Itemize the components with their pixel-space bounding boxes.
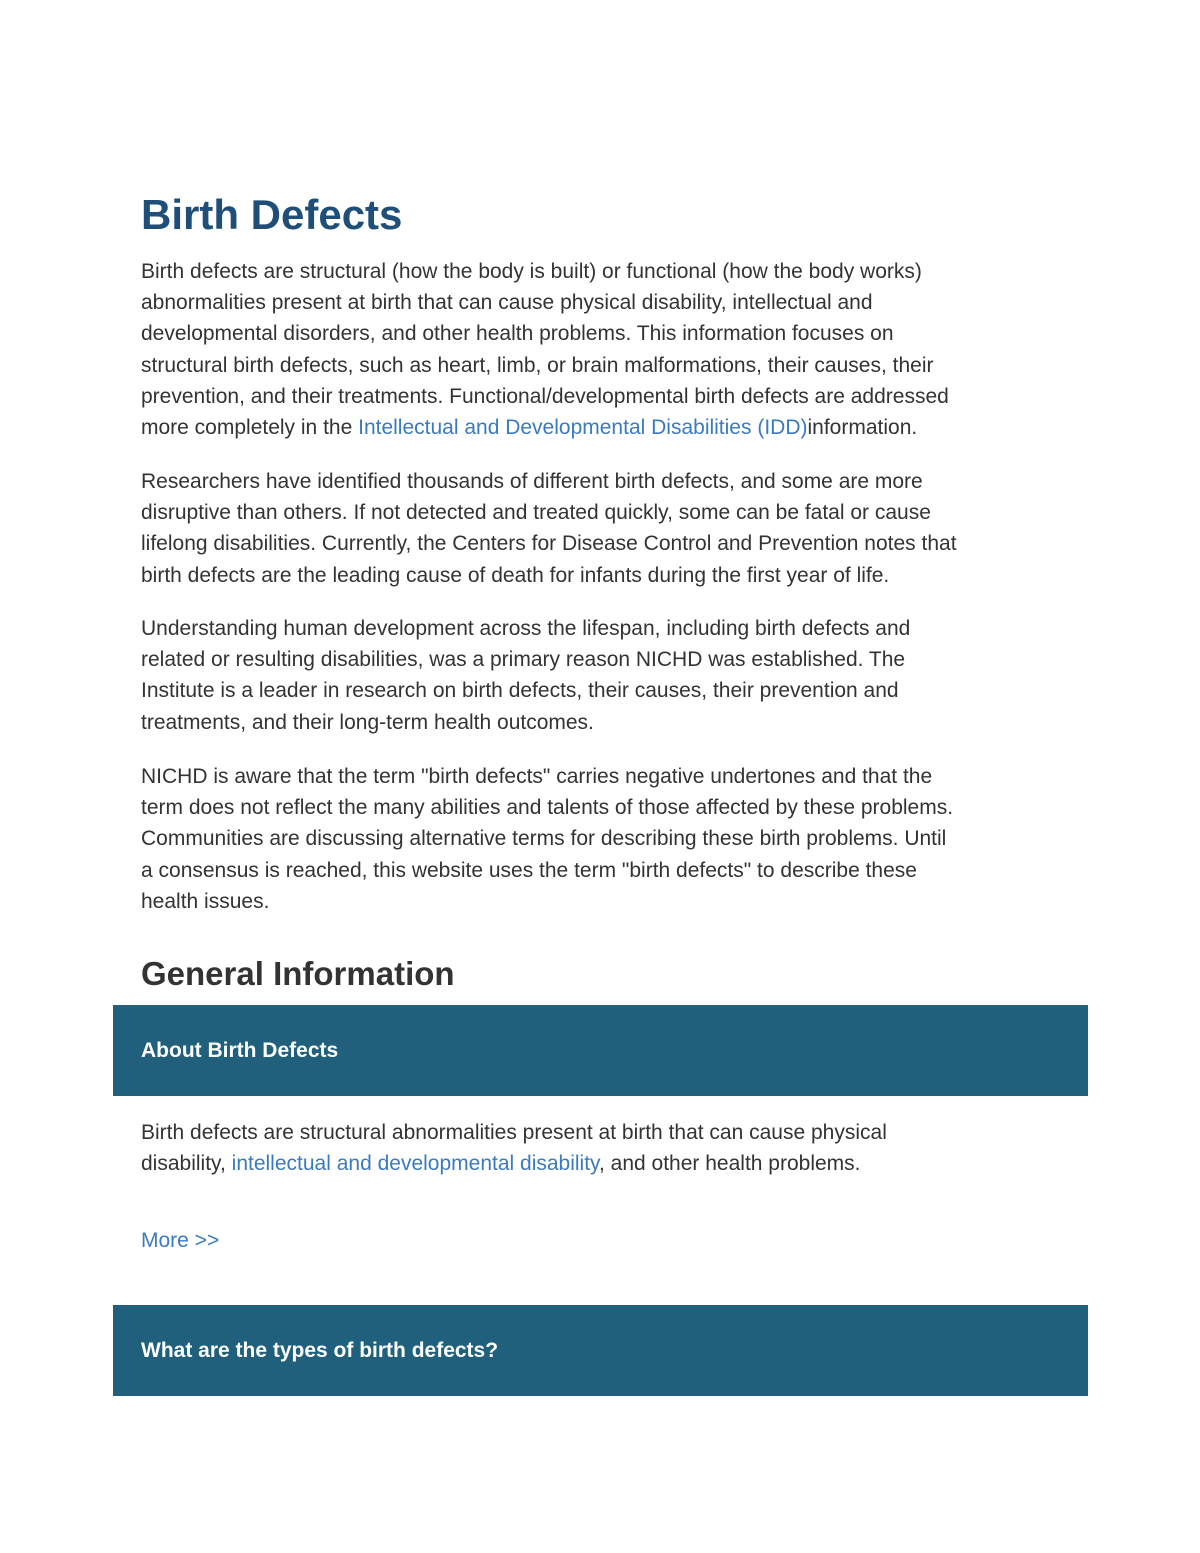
accordion-about-body — [141, 1117, 1071, 1179]
accordion-about-birth-defects[interactable] — [113, 1005, 1088, 1096]
idd-disability-link[interactable]: intellectual and developmental disability — [231, 1152, 599, 1176]
paragraph-line: structural birth defects, such as heart, limb, or brain malformations, their causes, their — [141, 353, 934, 377]
general-information-heading: General Information — [141, 955, 455, 992]
paragraph-line: health issues. — [141, 889, 270, 913]
paragraph-line: developmental disorders, and other health problems. This information focuses on — [141, 322, 894, 346]
paragraph-line: Birth defects are structural abnormalities present at birth that can cause physical — [141, 1121, 887, 1144]
paragraph-line: Understanding human development across the lifespan, including birth defects and — [141, 617, 911, 640]
paragraph-line: abnormalities present at birth that can cause physical disability, intellectual and — [141, 291, 873, 315]
paragraph-line: term does not reflect the many abilities and talents of those affected by these problems. — [141, 796, 954, 820]
paragraph-line: treatments, and their long-term health outcomes. — [141, 710, 594, 734]
paragraph-line: lifelong disabilities. Currently, the Centers for Disease Control and Prevention notes that — [141, 532, 957, 556]
intro-paragraph-2 — [141, 466, 1071, 591]
paragraph-line: related or resulting disabilities, was a primary reason NICHD was established. The — [141, 648, 906, 672]
accordion-title: About Birth Defects — [141, 1038, 339, 1062]
accordion-title: What are the types of birth defects? — [141, 1338, 499, 1362]
paragraph-line: Researchers have identified thousands of different birth defects, and some are more — [141, 470, 923, 493]
page-title: Birth Defects — [141, 191, 403, 238]
paragraph-line: birth defects are the leading cause of death for infants during the first year of life. — [141, 563, 890, 587]
paragraph-text: more completely in the — [141, 416, 359, 440]
paragraph-text: information. — [807, 416, 918, 440]
intro-paragraph-4 — [141, 761, 1071, 917]
paragraph-text: , and other health problems. — [599, 1152, 861, 1176]
idd-link[interactable]: Intellectual and Developmental Disabilities (IDD) — [358, 416, 808, 440]
more-link[interactable]: More >> — [141, 1229, 220, 1252]
accordion-types-of-birth-defects[interactable] — [113, 1305, 1088, 1396]
paragraph-line — [141, 412, 1071, 443]
paragraph-line: a consensus is reached, this website uses the term "birth defects" to describe these — [141, 858, 917, 882]
paragraph-text: disability, — [141, 1152, 232, 1176]
intro-paragraph-3 — [141, 613, 1071, 738]
paragraph-line — [141, 1148, 1071, 1179]
paragraph-line: Communities are discussing alternative terms for describing these birth problems. Until — [141, 827, 947, 851]
intro-paragraph-1 — [141, 256, 1071, 443]
paragraph-line: Institute is a leader in research on birth defects, their causes, their prevention and — [141, 679, 899, 703]
paragraph-line: NICHD is aware that the term "birth defects" carries negative undertones and that the — [141, 765, 933, 788]
paragraph-line: disruptive than others. If not detected and treated quickly, some can be fatal or cause — [141, 501, 931, 525]
paragraph-line: Birth defects are structural (how the body is built) or functional (how the body works) — [141, 260, 922, 283]
paragraph-line: prevention, and their treatments. Functional/developmental birth defects are addressed — [141, 384, 949, 408]
